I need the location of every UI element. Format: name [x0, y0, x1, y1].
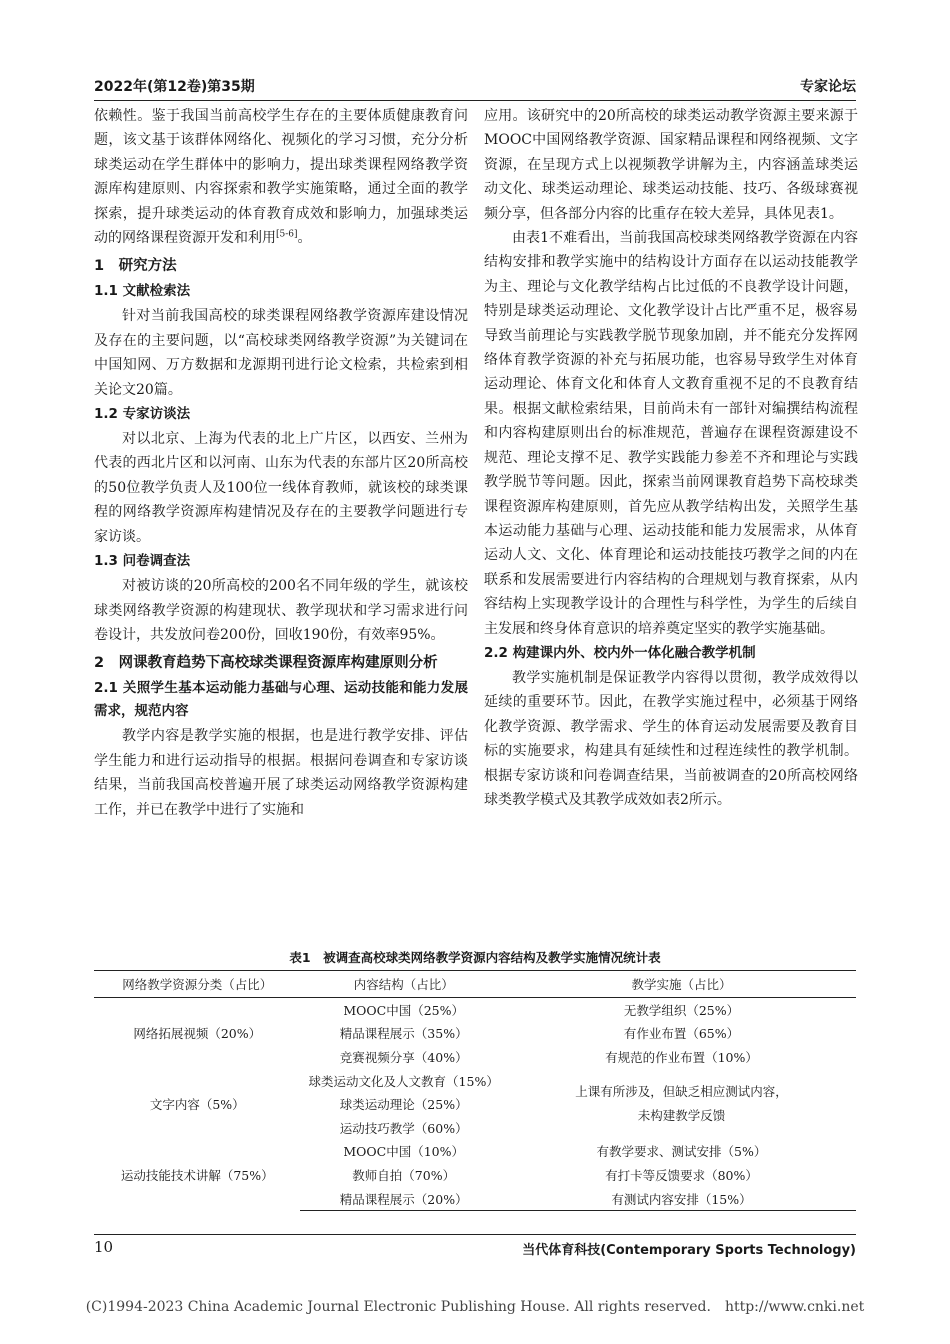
implementation-line: 未构建教学反馈: [637, 1108, 726, 1124]
content-cell: 运动技巧教学（60%）: [339, 1120, 468, 1136]
table-row: [94, 998, 856, 1022]
column-header: 教学实施（占比）: [507, 971, 856, 998]
section-name: 专家论坛: [800, 79, 856, 95]
paragraph-1-2: 对以北京、上海为代表的北上广片区，以西安、兰州为代表的西北片区和以河南、山东为代表的东部片区20所高校的50位教学负责人及100位一线体育教师，就该校的球类课程的网络教学资源库构建情况及存在的主要教学问题进行专家访谈。: [94, 431, 468, 545]
implementation-cell: 有打卡等反馈要求（80%）: [605, 1167, 758, 1183]
content-cell: MOOC中国（10%）: [343, 1144, 465, 1160]
category-cell: 网络拓展视频（20%）: [133, 1026, 262, 1042]
intro-paragraph: 依赖性。鉴于我国当前高校学生存在的主要体质健康教育问题，该文基于该群体网络化、视频化的学习习惯，充分分析球类运动在学生群体中的影响力，提出球类课程网络教学资源库构建原则、内容探索和教学实施策略，通过全面的教学探索，提升球类运动的体育教育成效和影响力，加强球类运动的网络课程资源开发和利用[5-6]。: [94, 108, 468, 247]
table-header-row: [94, 971, 856, 998]
category-cell: 运动技能技术讲解（75%）: [120, 1168, 274, 1184]
content-cell: 球类运动文化及人文教育（15%）: [308, 1073, 499, 1089]
copyright-notice: (C)1994-2023 China Academic Journal Electronic Publishing House. All rights reserved. http://www.cnki.net: [85, 1299, 865, 1315]
implementation-cell: 有规范的作业布置（10%）: [605, 1049, 758, 1065]
paragraph-1-1: 针对当前我国高校的球类课程网络教学资源库建设情况及存在的主要问题，以“高校球类网络教学资源”为关键词在中国知网、万方数据和龙源期刊进行论文检索，共检索到相关论文20篇。: [94, 308, 468, 398]
heading-1-1: 1.1 文献检索法: [94, 283, 191, 300]
issue-info: 2022年(第12卷)第35期: [94, 79, 255, 95]
heading-2-2: 2.2 构建课内外、校内外一体化融合教学机制: [484, 644, 756, 661]
content-cell: MOOC中国（25%）: [343, 1002, 465, 1018]
right-column: [484, 104, 858, 812]
content-cell: 竞赛视频分享（40%）: [339, 1049, 468, 1065]
paragraph-continued: 应用。该研究中的20所高校的球类运动教学资源主要来源于MOOC中国网络教学资源、国家精品课程和网络视频、文字资源，在呈现方式上以视频教学讲解为主，内容涵盖球类运动文化、球类运动理论、球类运动技能、技巧、各级球赛视频分享，但各部分内容的比重存在较大差异，具体见表1。: [484, 108, 858, 222]
paragraph-1-3: 对被访谈的20所高校的200名不同年级的学生，就该校球类网络教学资源的构建现状、教学现状和学习需求进行问卷设计，共发放问卷200份，回收190份，有效率95%。: [94, 578, 468, 643]
heading-2: 2 网课教育趋势下高校球类课程资源库构建原则分析: [94, 655, 438, 672]
implementation-cell: 有教学要求、测试安排（5%）: [596, 1144, 767, 1160]
implementation-cell: 有作业布置（65%）: [623, 1026, 740, 1042]
left-column: [94, 104, 468, 822]
content-cell: 球类运动理论（25%）: [339, 1097, 468, 1113]
running-header: [94, 74, 856, 101]
implementation-line: 上课有所涉及，但缺乏相应测试内容，: [575, 1084, 788, 1100]
heading-1-2: 1.2 专家访谈法: [94, 406, 191, 423]
column-header: 网络教学资源分类（占比）: [94, 971, 300, 998]
column-header: 内容结构（占比）: [300, 971, 506, 998]
paragraph-2-2: 教学实施机制是保证教学内容得以贯彻，教学成效得以延续的重要环节。因此，在教学实施过程中，必须基于网络化教学资源、教学需求、学生的体育运动发展需要及教育目标的实施要求，构建具有延续性和过程连续性的教学机制。根据专家访谈和问卷调查结果，当前被调查的20所高校网络球类教学模式及其教学成效如表2所示。: [484, 669, 858, 808]
paragraph-2-1: 教学内容是教学实施的根据，也是进行教学安排、评估学生能力和进行运动指导的根据。根据问卷调查和专家访谈结果，当前我国高校普遍开展了球类运动网络教学资源构建工作，并已在教学中进行了实施和: [94, 728, 468, 818]
journal-name: 当代体育科技(Contemporary Sports Technology): [522, 1243, 856, 1258]
running-footer: [94, 1234, 856, 1259]
table-caption: 表1 被调查高校球类网络教学资源内容结构及教学实施情况统计表: [289, 950, 661, 965]
heading-1: 1 研究方法: [94, 258, 177, 275]
category-cell: 文字内容（5%）: [149, 1097, 245, 1113]
content-cell: 教师自拍（70%）: [352, 1167, 456, 1183]
heading-2-1: 2.1 关照学生基本运动能力基础与心理、运动技能和能力发展需求，规范内容: [94, 680, 468, 720]
implementation-cell: [507, 1069, 856, 1140]
heading-1-3: 1.3 问卷调查法: [94, 553, 191, 570]
implementation-cell: 有测试内容安排（15%）: [507, 1187, 856, 1211]
paragraph-table-analysis: 由表1不难看出，当前我国高校球类网络教学资源在内容结构安排和教学实施中的结构设计方面存在以运动技能教学为主、理论与文化教学结构占比过低的不良教学设计问题，特别是球类运动理论、文化教学设计占比严重不足，极容易导致当前理论与实践教学脱节现象加剧，并不能充分发挥网络体育教学资源的补充与拓展功能，也容易导致学生对体育运动理论、体育文化和体育人文教育重视不足的不良教育结果。根据文献检索结果，目前尚未有一部针对编撰结构流程和内容构建原则出台的标准规范，普遍存在课程资源建设不规范、理论支撑不足、教学实践能力参差不齐和理论与实践教学脱节等问题。因此，探索当前网课教育趋势下高校球类课程资源库构建原则，首先应从教学结构出发，关照学生基本运动能力基础与心理、运动技能和能力发展需求，从体育运动人文、文化、体育理论和运动技能技巧教学之间的内在联系和发展需要进行内容结构的合理规划与教育探索，从内容结构上实现教学设计的合理性与科学性，为学生的后续自主发展和终身体育意识的培养奠定坚实的教学实施基础。: [484, 230, 858, 637]
page-number: 10: [94, 1238, 114, 1256]
citation: [5-6]: [276, 229, 298, 240]
table-row: [94, 1069, 856, 1093]
content-cell: 精品课程展示（20%）: [300, 1187, 506, 1211]
table-row: [94, 1140, 856, 1164]
content-cell: 精品课程展示（35%）: [339, 1026, 468, 1042]
implementation-cell: 无教学组织（25%）: [623, 1002, 740, 1018]
data-table: [94, 970, 856, 1211]
